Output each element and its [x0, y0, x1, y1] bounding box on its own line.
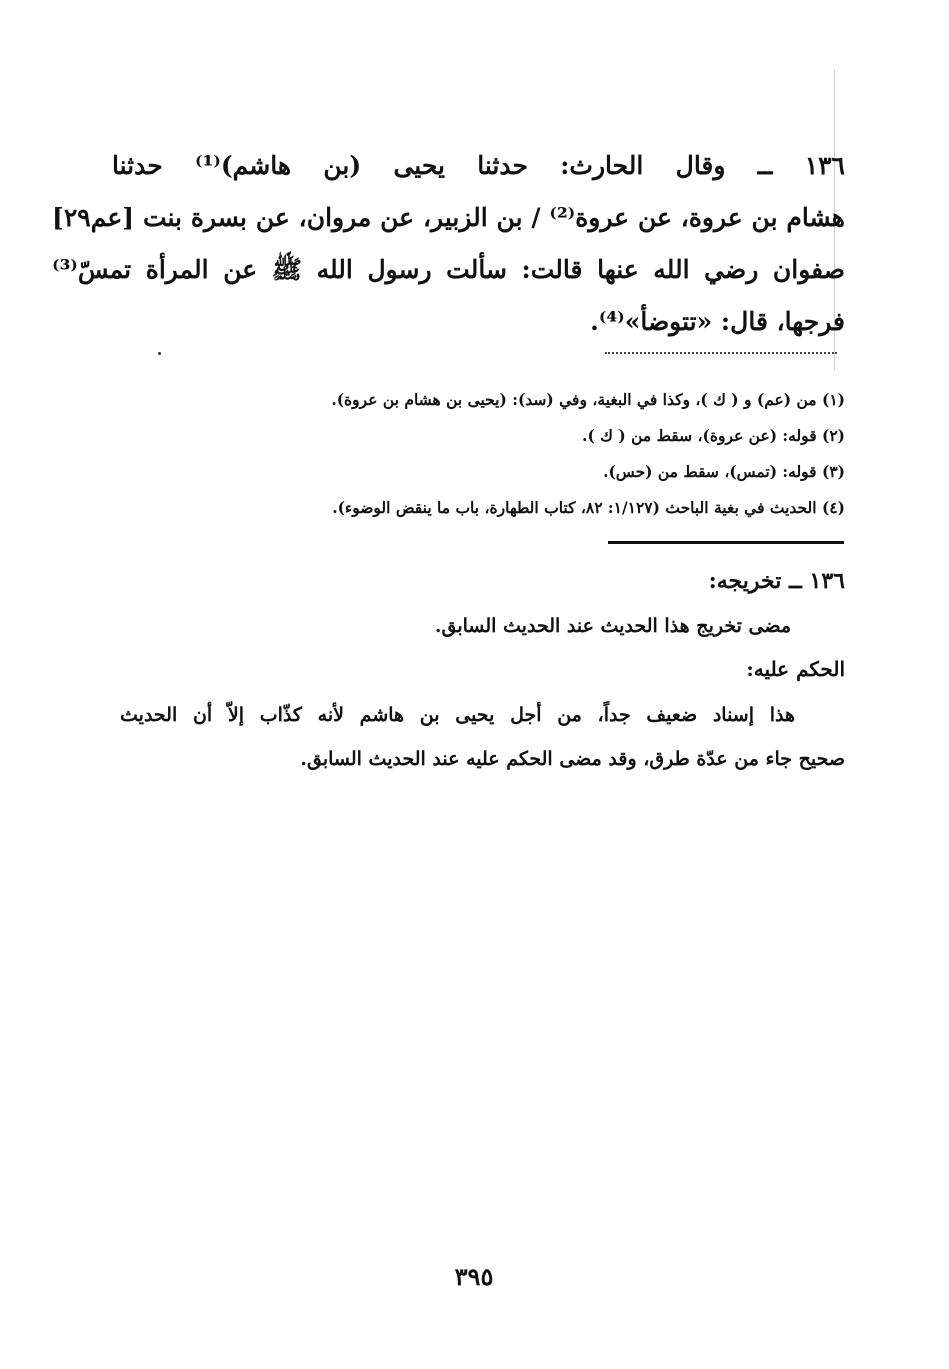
- hadith-line-4: فرجها، قال: «تتوضأ»⁽⁴⁾.: [590, 307, 845, 336]
- scan-speck: [158, 352, 161, 355]
- hadith-line-2: هشام بن عروة، عن عروة⁽²⁾ / بن الزبير، عن مروان، عن بسرة بنت [عم٢٩]: [52, 203, 845, 232]
- footnote-separator-dots: [605, 352, 837, 360]
- hukm-text: [120, 693, 845, 781]
- footnote-4: (٤) الحديث في بغية الباحث (١/١٢٧: ٨٢، كتاب الطهارة، باب ما ينقض الوضوء).: [332, 498, 845, 517]
- hadith-text: [52, 140, 845, 348]
- footnotes: [200, 382, 845, 526]
- hadith-line-3: صفوان رضي الله عنها قالت: سألت رسول الله ﷺ عن المرأة تمسّ⁽³⁾: [52, 255, 845, 284]
- hukm-line-1: هذا إسناد ضعيف جداً، من أجل يحيى بن هاشم لأنه كذّاب إلاّ أن الحديث: [120, 704, 795, 726]
- footnote-1: (١) من (عم) و ( ك )، وكذا في البغية، وفي (سد): (يحيى بن هشام بن عروة).: [331, 390, 845, 409]
- hukm-heading: الحكم عليه:: [746, 657, 845, 681]
- footnote-3: (٣) قوله: (تمس)، سقط من (حس).: [603, 462, 845, 481]
- takhrij-text: مضى تخريج هذا الحديث عند الحديث السابق.: [434, 615, 791, 637]
- takhrij-heading: ١٣٦ ــ تخريجه:: [708, 568, 845, 594]
- footnote-2: (٢) قوله: (عن عروة)، سقط من ( ك ).: [582, 426, 845, 445]
- section-rule: [608, 541, 844, 544]
- page-number: ٣٩٥: [454, 1262, 494, 1291]
- hadith-line-1: ١٣٦ ــ وقال الحارث: حدثنا يحيى (بن هاشم)⁽¹⁾ حدثنا: [112, 151, 845, 180]
- hukm-line-2: صحيح جاء من عدّة طرق، وقد مضى الحكم عليه عند الحديث السابق.: [300, 748, 845, 770]
